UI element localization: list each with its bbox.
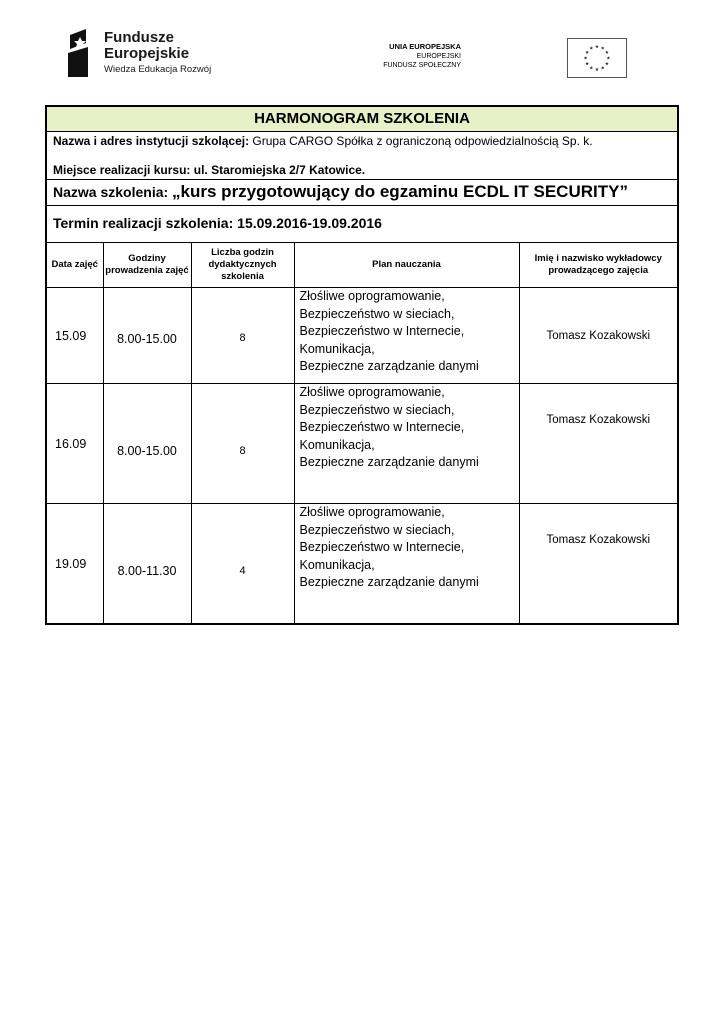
fe-logo-line1: Fundusze xyxy=(104,29,174,46)
document-title: HARMONOGRAM SZKOLENIA xyxy=(47,107,677,132)
course-value: „kurs przygotowujący do egzaminu ECDL IT SECURITY” xyxy=(172,182,628,201)
cell-date: 15.09 xyxy=(47,288,103,384)
plan-item: Komunikacja, xyxy=(299,341,375,356)
eu-star-icon xyxy=(585,50,589,53)
header-date: Data zajęć xyxy=(47,243,103,288)
cell-date: 16.09 xyxy=(47,384,103,504)
location-label: Miejsce realizacji kursu: xyxy=(53,163,191,177)
plan-item: Bezpieczne zarządzanie danymi xyxy=(299,359,479,373)
plan-item: Komunikacja, xyxy=(299,557,375,572)
eu-flag-icon xyxy=(567,38,627,78)
institution-value: Grupa CARGO Spółka z ograniczoną odpowiedzialnością Sp. k. xyxy=(249,134,593,148)
fe-logo-line2: Europejskie xyxy=(104,45,190,62)
cell-count: 8 xyxy=(191,384,294,504)
eu-logo-line1: UNIA EUROPEJSKA xyxy=(389,42,461,51)
cell-plan xyxy=(294,504,519,624)
plan-item: Bezpieczeństwo w sieciach, xyxy=(299,402,455,417)
plan-item: Bezpieczeństwo w Internecie, xyxy=(299,540,465,554)
cell-hours: 8.00-15.00 xyxy=(103,384,191,504)
plan-item: Bezpieczeństwo w sieciach, xyxy=(299,522,455,537)
cell-date: 19.09 xyxy=(47,504,103,624)
cell-lecturer: Tomasz Kozakowski xyxy=(519,384,677,504)
plan-item: Bezpieczeństwo w Internecie, xyxy=(299,420,465,434)
institution-section xyxy=(47,132,677,180)
eu-star-icon xyxy=(601,66,605,69)
plan-item: Komunikacja, xyxy=(299,437,375,452)
plan-item: Bezpieczne zarządzanie danymi xyxy=(299,575,479,589)
term-label: Termin realizacji szkolenia: xyxy=(53,215,238,231)
institution-label: Nazwa i adres instytucji szkolącej: xyxy=(53,134,250,148)
eu-star-icon xyxy=(605,62,609,65)
table-row xyxy=(47,384,677,504)
eu-star-icon xyxy=(595,45,599,48)
eu-star-icon xyxy=(585,62,589,65)
cell-lecturer: Tomasz Kozakowski xyxy=(519,504,677,624)
location-value: ul. Staromiejska 2/7 Katowice. xyxy=(190,163,366,177)
term-section xyxy=(47,206,677,243)
header-plan: Plan nauczania xyxy=(294,243,519,288)
cell-plan xyxy=(294,384,519,504)
cell-hours: 8.00-15.00 xyxy=(103,288,191,384)
eu-logo xyxy=(0,38,628,82)
eu-star-icon xyxy=(589,46,593,49)
plan-item: Bezpieczeństwo w sieciach, xyxy=(299,306,455,321)
plan-item: Złośliwe oprogramowanie, xyxy=(299,505,445,519)
header-lecturer: Imię i nazwisko wykładowcy prowadzącego zajęcia xyxy=(519,243,677,288)
cell-count: 8 xyxy=(191,288,294,384)
header-hours: Godziny prowadzenia zajęć xyxy=(103,243,191,288)
table-header-row xyxy=(47,243,677,288)
eu-star-icon xyxy=(607,56,611,59)
eu-star-icon xyxy=(589,66,593,69)
table-row xyxy=(47,504,677,624)
cell-hours: 8.00-11.30 xyxy=(103,504,191,624)
table-row xyxy=(47,288,677,384)
course-name-section xyxy=(47,180,677,206)
eu-star-icon xyxy=(601,46,605,49)
cell-count: 4 xyxy=(191,504,294,624)
eu-logo-line3: FUNDUSZ SPOŁECZNY xyxy=(383,62,461,69)
plan-item: Złośliwe oprogramowanie, xyxy=(299,385,445,399)
cell-lecturer: Tomasz Kozakowski xyxy=(519,288,677,384)
eu-star-icon xyxy=(584,56,588,59)
plan-item: Bezpieczne zarządzanie danymi xyxy=(299,455,479,469)
cell-plan xyxy=(294,288,519,384)
course-label: Nazwa szkolenia: xyxy=(53,184,173,200)
eu-star-icon xyxy=(605,50,609,53)
fe-logo-line3: Wiedza Edukacja Rozwój xyxy=(104,64,212,75)
header-count: Liczba godzin dydaktycznych szkolenia xyxy=(191,243,294,288)
plan-item: Bezpieczeństwo w Internecie, xyxy=(299,324,465,338)
plan-item: Złośliwe oprogramowanie, xyxy=(299,289,445,303)
schedule-table xyxy=(47,243,677,623)
eu-star-icon xyxy=(595,68,599,71)
schedule-document xyxy=(45,105,679,625)
term-value: 15.09.2016-19.09.2016 xyxy=(237,215,382,231)
eu-logo-line2: EUROPEJSKI xyxy=(416,53,461,60)
